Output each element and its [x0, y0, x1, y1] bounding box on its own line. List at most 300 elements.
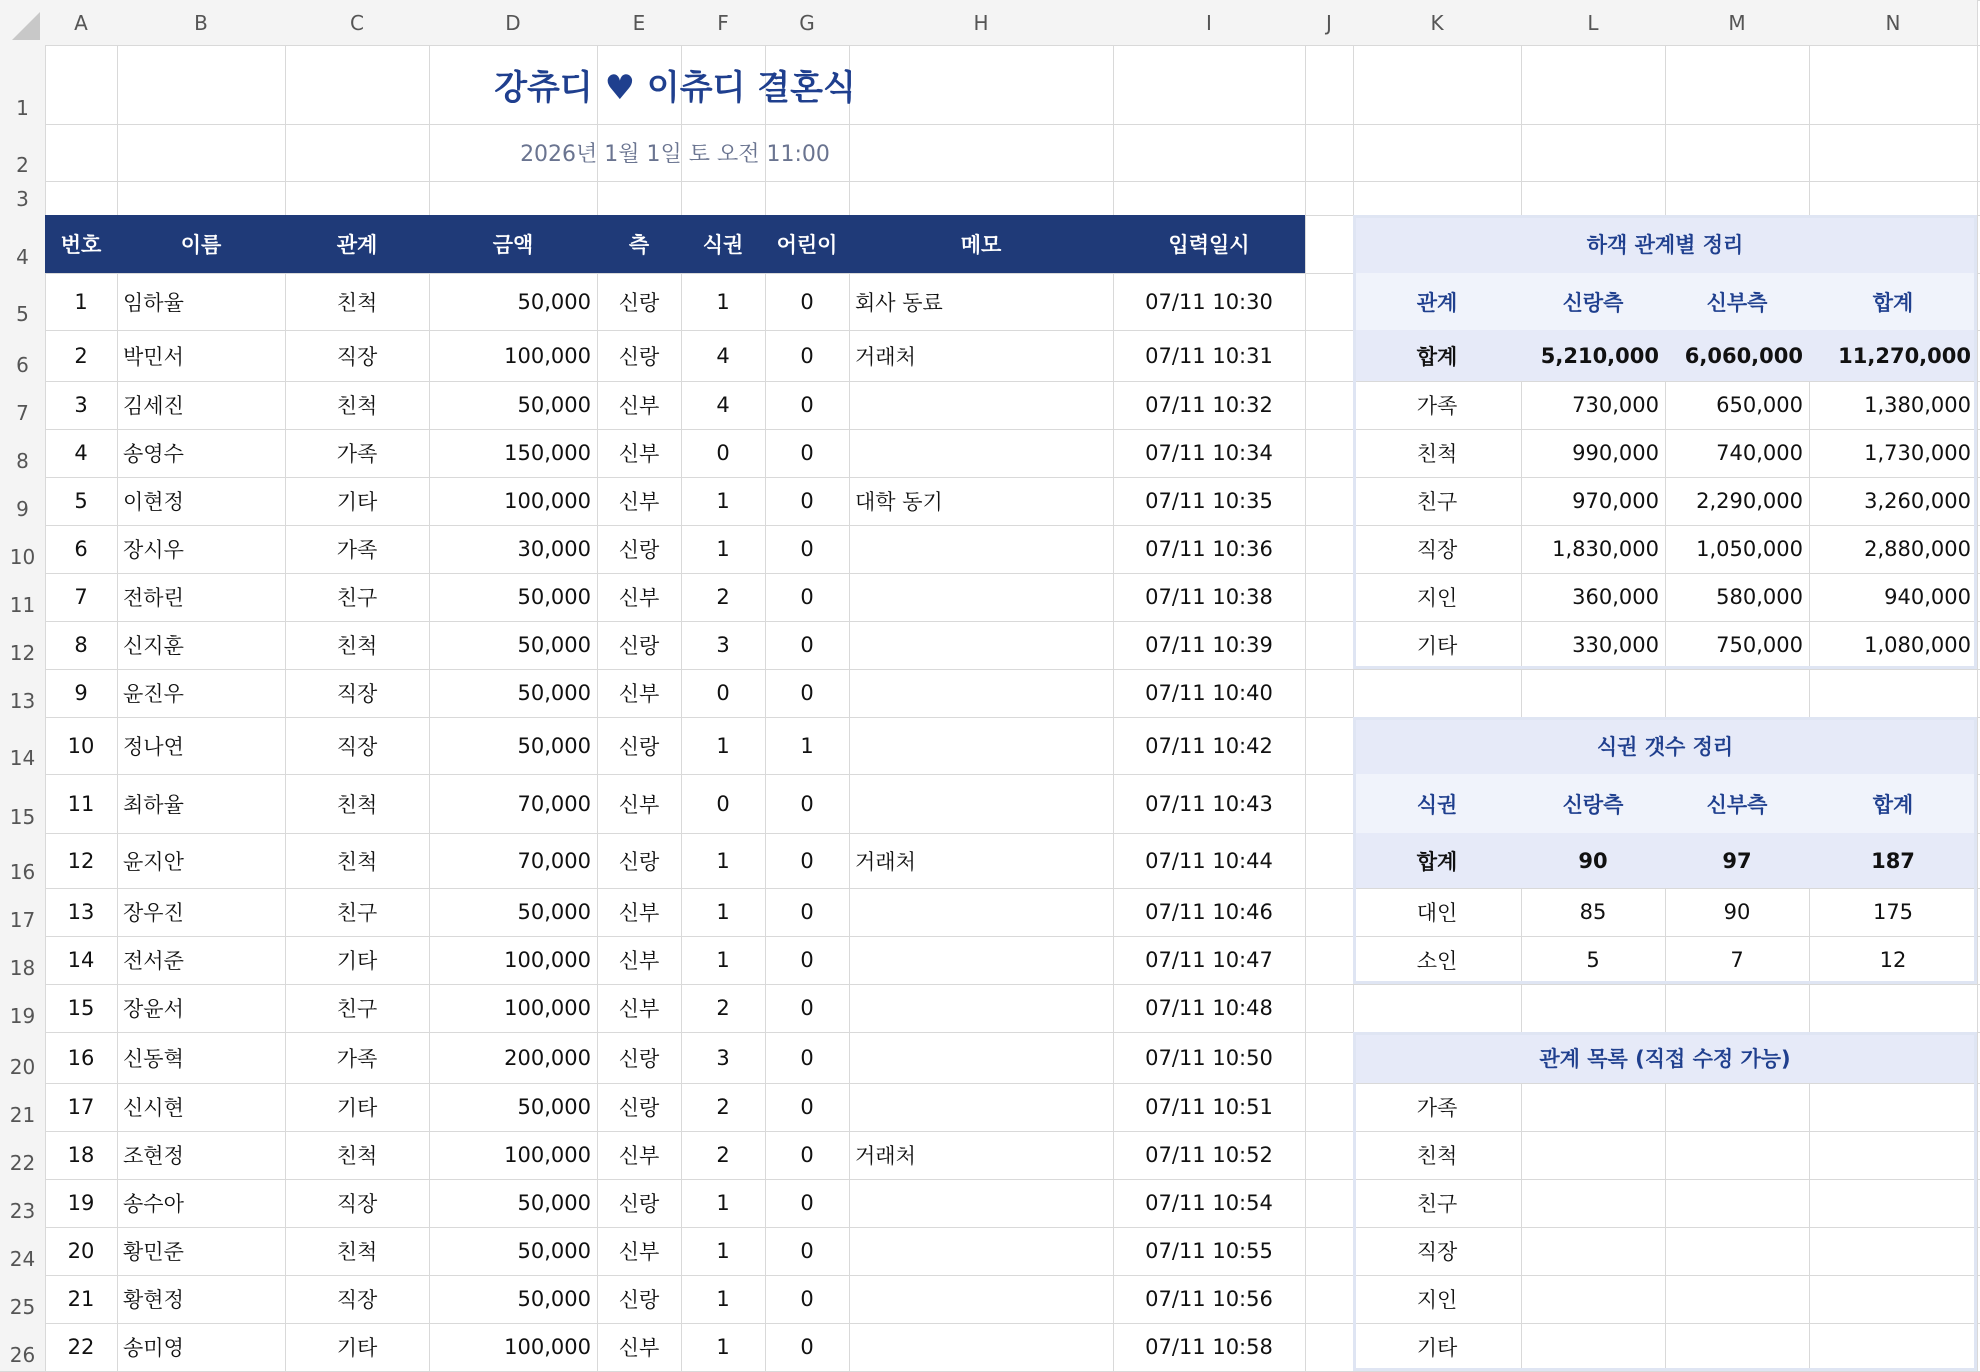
guest-table-cell[interactable] [849, 1323, 1113, 1371]
relation-list-item[interactable]: 지인 [1416, 1288, 1458, 1312]
guest-table-cell[interactable]: 신랑 [618, 1096, 660, 1120]
guest-table-cell[interactable] [849, 621, 1113, 669]
relation-summary-total[interactable]: 11,270,000 [1809, 330, 1977, 381]
relation-summary-cell[interactable]: 360,000 [1572, 585, 1659, 609]
row-header-20[interactable]: 20 [0, 1032, 45, 1083]
guest-table-cell[interactable]: 0 [800, 1045, 814, 1070]
guest-table-cell[interactable]: 100,000 [504, 489, 591, 513]
guest-table-cell[interactable]: 1 [716, 1191, 730, 1215]
relation-summary-total[interactable]: 6,060,000 [1665, 330, 1809, 381]
guest-table-cell[interactable]: 12 [67, 848, 95, 873]
guest-table-cell[interactable]: 50,000 [517, 681, 591, 705]
guest-table-cell[interactable]: 윤지안 [123, 849, 184, 874]
guest-table-cell[interactable] [849, 1275, 1113, 1323]
guest-table-cell[interactable]: 송영수 [123, 442, 184, 466]
guest-table-cell[interactable]: 신랑 [618, 634, 660, 658]
ticket-summary-header[interactable]: 신부측 [1665, 774, 1809, 833]
relation-summary-cell[interactable]: 970,000 [1572, 489, 1659, 513]
relation-summary-total[interactable]: 5,210,000 [1521, 330, 1665, 381]
guest-table-cell[interactable] [849, 1227, 1113, 1275]
guest-table-cell[interactable]: 신부 [618, 1240, 660, 1264]
relation-summary-cell[interactable]: 740,000 [1716, 441, 1803, 465]
column-header-E[interactable]: E [597, 0, 681, 45]
guest-table-cell[interactable]: 0 [800, 791, 814, 816]
guest-table-cell[interactable]: 2 [716, 1143, 730, 1167]
guest-table-cell[interactable]: 신부 [618, 949, 660, 973]
guest-table-cell[interactable]: 14 [67, 948, 95, 972]
sheet-title[interactable]: 강츄디 ♥ 이츄디 결혼식 [494, 68, 856, 108]
guest-table-cell[interactable]: 조현정 [123, 1144, 184, 1168]
guest-table-cell[interactable]: 9 [74, 681, 88, 705]
relation-summary-cell[interactable]: 730,000 [1572, 393, 1659, 417]
guest-table-cell[interactable]: 22 [67, 1335, 95, 1359]
guest-table-cell[interactable]: 친척 [336, 290, 378, 315]
guest-table-cell[interactable]: 7 [74, 585, 88, 609]
guest-table-cell[interactable]: 6 [74, 537, 88, 561]
row-header-19[interactable]: 19 [0, 984, 45, 1032]
relation-summary-cell[interactable]: 1,830,000 [1552, 537, 1659, 561]
guest-table-cell[interactable]: 1 [716, 1239, 730, 1263]
column-header-B[interactable]: B [117, 0, 285, 45]
row-header-4[interactable]: 4 [0, 215, 45, 273]
row-header-22[interactable]: 22 [0, 1131, 45, 1179]
relation-summary-cell[interactable]: 580,000 [1716, 585, 1803, 609]
guest-table-cell[interactable]: 0 [800, 489, 814, 513]
relation-summary-cell[interactable]: 1,380,000 [1864, 393, 1971, 417]
guest-table-cell[interactable]: 07/11 10:48 [1145, 996, 1273, 1020]
guest-table-cell[interactable]: 0 [800, 848, 814, 873]
guest-table-cell[interactable]: 신랑 [618, 344, 660, 369]
guest-table-cell[interactable]: 07/11 10:54 [1145, 1191, 1273, 1215]
guest-table-cell[interactable]: 0 [800, 900, 814, 924]
guest-table-cell[interactable]: 0 [800, 343, 814, 368]
guest-table-cell[interactable]: 0 [716, 441, 730, 465]
guest-table-cell[interactable]: 신부 [618, 586, 660, 610]
guest-table-cell[interactable]: 송미영 [123, 1336, 184, 1360]
guest-table-cell[interactable]: 2 [716, 585, 730, 609]
guest-table-cell[interactable]: 1 [800, 733, 814, 758]
guest-table-cell[interactable]: 0 [800, 1335, 814, 1359]
guest-table-cell[interactable]: 100,000 [504, 343, 591, 368]
guest-table-cell[interactable]: 친척 [336, 792, 378, 817]
guest-table-cell[interactable]: 07/11 10:31 [1145, 343, 1273, 368]
guest-table-cell[interactable] [849, 1032, 1113, 1083]
row-header-6[interactable]: 6 [0, 330, 45, 381]
guest-table-cell[interactable]: 07/11 10:38 [1145, 585, 1273, 609]
guest-table-cell[interactable]: 1 [716, 1287, 730, 1311]
row-header-16[interactable]: 16 [0, 833, 45, 888]
guest-table-cell[interactable]: 19 [67, 1191, 95, 1215]
guest-table-cell[interactable]: 직장 [336, 682, 378, 706]
guest-table-cell[interactable]: 친척 [336, 1144, 378, 1168]
guest-table-cell[interactable]: 가족 [336, 442, 378, 466]
guest-table-cell[interactable]: 100,000 [504, 996, 591, 1020]
guest-table-cell[interactable]: 2 [716, 996, 730, 1020]
guest-table-cell[interactable]: 50,000 [517, 393, 591, 417]
column-header-F[interactable]: F [681, 0, 765, 45]
ticket-summary-cell[interactable]: 소인 [1416, 949, 1458, 973]
guest-table-cell[interactable]: 직장 [336, 734, 378, 759]
guest-table-cell[interactable]: 13 [67, 900, 95, 924]
select-all-corner[interactable] [0, 0, 45, 45]
guest-table-cell[interactable]: 07/11 10:58 [1145, 1335, 1273, 1359]
guest-table-cell[interactable]: 50,000 [517, 1239, 591, 1263]
guest-table-cell[interactable]: 친구 [336, 997, 378, 1021]
guest-table-cell[interactable]: 18 [67, 1143, 95, 1167]
guest-table-header[interactable]: 관계 [285, 215, 429, 273]
guest-table-cell[interactable]: 0 [800, 585, 814, 609]
guest-table-cell[interactable]: 30,000 [517, 537, 591, 561]
relation-list-item[interactable]: 가족 [1416, 1096, 1458, 1120]
guest-table-cell[interactable]: 0 [716, 681, 730, 705]
guest-table-cell[interactable]: 신부 [618, 394, 660, 418]
relation-list-title[interactable]: 관계 목록 (직접 수정 가능) [1353, 1032, 1977, 1083]
ticket-summary-cell[interactable]: 85 [1579, 900, 1607, 924]
column-header-G[interactable]: G [765, 0, 849, 45]
ticket-summary-cell[interactable]: 7 [1730, 948, 1744, 972]
ticket-summary-cell[interactable]: 12 [1879, 948, 1907, 972]
guest-table-cell[interactable]: 0 [800, 681, 814, 705]
relation-summary-cell[interactable]: 330,000 [1572, 633, 1659, 657]
guest-table-cell[interactable]: 50,000 [517, 1191, 591, 1215]
guest-table-cell[interactable]: 정나연 [123, 734, 184, 759]
guest-table-cell[interactable]: 15 [67, 996, 95, 1020]
guest-table-cell[interactable]: 07/11 10:56 [1145, 1287, 1273, 1311]
guest-table-cell[interactable]: 신랑 [618, 849, 660, 874]
guest-table-cell[interactable]: 07/11 10:42 [1145, 733, 1273, 758]
ticket-summary-total[interactable]: 97 [1665, 833, 1809, 888]
relation-summary-cell[interactable]: 직장 [1416, 538, 1458, 562]
guest-table-cell[interactable]: 황민준 [123, 1240, 184, 1264]
guest-table-cell[interactable]: 1 [716, 948, 730, 972]
guest-table-cell[interactable]: 0 [716, 791, 730, 816]
guest-table-header[interactable]: 어린이 [765, 215, 849, 273]
guest-table-cell[interactable]: 1 [716, 848, 730, 873]
guest-table-cell[interactable]: 07/11 10:30 [1145, 289, 1273, 314]
column-header-M[interactable]: M [1665, 0, 1809, 45]
relation-summary-cell[interactable]: 2,290,000 [1696, 489, 1803, 513]
guest-table-cell[interactable]: 거래처 [855, 344, 916, 369]
guest-table-cell[interactable]: 100,000 [504, 1335, 591, 1359]
guest-table-cell[interactable]: 1 [716, 1335, 730, 1359]
guest-table-cell[interactable]: 3 [74, 393, 88, 417]
guest-table-cell[interactable]: 07/11 10:46 [1145, 900, 1273, 924]
guest-table-cell[interactable]: 50,000 [517, 1287, 591, 1311]
guest-table-cell[interactable]: 07/11 10:52 [1145, 1143, 1273, 1167]
guest-table-cell[interactable] [849, 1083, 1113, 1131]
guest-table-cell[interactable]: 07/11 10:35 [1145, 489, 1273, 513]
guest-table-cell[interactable]: 신부 [618, 490, 660, 514]
guest-table-cell[interactable]: 신랑 [618, 1046, 660, 1071]
guest-table-cell[interactable]: 최하율 [123, 792, 184, 817]
guest-table-cell[interactable]: 07/11 10:55 [1145, 1239, 1273, 1263]
guest-table-cell[interactable]: 김세진 [123, 394, 184, 418]
guest-table-cell[interactable]: 직장 [336, 1192, 378, 1216]
guest-table-cell[interactable] [849, 936, 1113, 984]
guest-table-cell[interactable]: 2 [716, 1095, 730, 1119]
column-header-C[interactable]: C [285, 0, 429, 45]
relation-summary-title[interactable]: 하객 관계별 정리 [1353, 215, 1977, 273]
row-header-3[interactable]: 3 [0, 181, 45, 215]
guest-table-cell[interactable]: 장시우 [123, 538, 184, 562]
guest-table-header[interactable]: 입력일시 [1113, 215, 1305, 273]
guest-table-cell[interactable]: 20 [67, 1239, 95, 1263]
ticket-summary-header[interactable]: 신랑측 [1521, 774, 1665, 833]
guest-table-cell[interactable]: 8 [74, 633, 88, 657]
row-header-23[interactable]: 23 [0, 1179, 45, 1227]
guest-table-cell[interactable]: 친구 [336, 901, 378, 925]
guest-table-cell[interactable]: 0 [800, 1143, 814, 1167]
guest-table-cell[interactable]: 가족 [336, 1046, 378, 1071]
guest-table-cell[interactable]: 21 [67, 1287, 95, 1311]
guest-table-cell[interactable]: 친척 [336, 394, 378, 418]
column-header-N[interactable]: N [1809, 0, 1977, 45]
guest-table-cell[interactable]: 장윤서 [123, 997, 184, 1021]
guest-table-cell[interactable]: 07/11 10:32 [1145, 393, 1273, 417]
ticket-summary-cell[interactable]: 5 [1586, 948, 1600, 972]
guest-table-cell[interactable]: 0 [800, 996, 814, 1020]
guest-table-cell[interactable]: 신랑 [618, 538, 660, 562]
relation-summary-cell[interactable]: 990,000 [1572, 441, 1659, 465]
ticket-summary-header[interactable]: 합계 [1809, 774, 1977, 833]
row-header-5[interactable]: 5 [0, 273, 45, 330]
guest-table-cell[interactable]: 기타 [336, 490, 378, 514]
row-header-24[interactable]: 24 [0, 1227, 45, 1275]
guest-table-cell[interactable]: 직장 [336, 344, 378, 369]
column-header-J[interactable]: J [1305, 0, 1353, 45]
guest-table-cell[interactable]: 친척 [336, 634, 378, 658]
guest-table-cell[interactable]: 직장 [336, 1288, 378, 1312]
guest-table-cell[interactable]: 50,000 [517, 1095, 591, 1119]
column-header-D[interactable]: D [429, 0, 597, 45]
relation-summary-cell[interactable]: 750,000 [1716, 633, 1803, 657]
ticket-summary-cell[interactable]: 90 [1723, 900, 1751, 924]
relation-summary-cell[interactable]: 지인 [1416, 586, 1458, 610]
relation-summary-cell[interactable]: 3,260,000 [1864, 489, 1971, 513]
relation-summary-cell[interactable]: 2,880,000 [1864, 537, 1971, 561]
guest-table-cell[interactable]: 기타 [336, 1096, 378, 1120]
guest-table-cell[interactable]: 기타 [336, 1336, 378, 1360]
ticket-summary-title[interactable]: 식권 갯수 정리 [1353, 717, 1977, 774]
guest-table-cell[interactable]: 4 [716, 393, 730, 417]
relation-list-item[interactable]: 친척 [1416, 1144, 1458, 1168]
row-header-1[interactable]: 1 [0, 45, 45, 124]
guest-table-cell[interactable] [849, 888, 1113, 936]
relation-list-item[interactable]: 직장 [1416, 1240, 1458, 1264]
guest-table-cell[interactable]: 0 [800, 1095, 814, 1119]
guest-table-cell[interactable]: 0 [800, 948, 814, 972]
relation-summary-cell[interactable]: 친척 [1416, 442, 1458, 466]
guest-table-cell[interactable]: 70,000 [517, 848, 591, 873]
relation-summary-cell[interactable]: 1,730,000 [1864, 441, 1971, 465]
guest-table-cell[interactable]: 신부 [618, 442, 660, 466]
guest-table-cell[interactable]: 신랑 [618, 1288, 660, 1312]
guest-table-cell[interactable]: 16 [67, 1045, 95, 1070]
relation-summary-header[interactable]: 관계 [1353, 273, 1521, 330]
guest-table-cell[interactable] [849, 573, 1113, 621]
guest-table-cell[interactable] [849, 381, 1113, 429]
guest-table-cell[interactable]: 0 [800, 393, 814, 417]
guest-table-cell[interactable]: 0 [800, 289, 814, 314]
guest-table-cell[interactable]: 신동혁 [123, 1046, 184, 1071]
guest-table-cell[interactable]: 4 [716, 343, 730, 368]
guest-table-cell[interactable]: 0 [800, 1287, 814, 1311]
guest-table-cell[interactable]: 1 [716, 900, 730, 924]
relation-summary-header[interactable]: 신랑측 [1521, 273, 1665, 330]
guest-table-cell[interactable]: 친척 [336, 1240, 378, 1264]
row-header-7[interactable]: 7 [0, 381, 45, 429]
guest-table-cell[interactable]: 윤진우 [123, 682, 184, 706]
relation-list-item[interactable]: 기타 [1416, 1336, 1458, 1360]
guest-table-cell[interactable]: 신부 [618, 901, 660, 925]
row-header-26[interactable]: 26 [0, 1323, 45, 1371]
guest-table-cell[interactable]: 100,000 [504, 948, 591, 972]
column-header-I[interactable]: I [1113, 0, 1305, 45]
guest-table-cell[interactable]: 거래처 [855, 1144, 916, 1168]
guest-table-cell[interactable]: 전하린 [123, 586, 184, 610]
guest-table-cell[interactable]: 07/11 10:51 [1145, 1095, 1273, 1119]
relation-list-item[interactable]: 친구 [1416, 1192, 1458, 1216]
guest-table-cell[interactable]: 신부 [618, 1336, 660, 1360]
relation-summary-cell[interactable]: 친구 [1416, 490, 1458, 514]
guest-table-cell[interactable]: 50,000 [517, 633, 591, 657]
guest-table-cell[interactable]: 3 [716, 1045, 730, 1070]
guest-table-cell[interactable]: 신랑 [618, 1192, 660, 1216]
guest-table-cell[interactable] [849, 717, 1113, 774]
guest-table-cell[interactable]: 박민서 [123, 344, 184, 369]
guest-table-cell[interactable]: 1 [716, 537, 730, 561]
guest-table-cell[interactable]: 친구 [336, 586, 378, 610]
guest-table-cell[interactable] [849, 774, 1113, 833]
guest-table-cell[interactable]: 송수아 [123, 1192, 184, 1216]
guest-table-cell[interactable]: 11 [67, 791, 95, 816]
guest-table-cell[interactable]: 07/11 10:47 [1145, 948, 1273, 972]
guest-table-header[interactable]: 식권 [681, 215, 765, 273]
row-header-17[interactable]: 17 [0, 888, 45, 936]
guest-table-cell[interactable]: 기타 [336, 949, 378, 973]
guest-table-cell[interactable]: 07/11 10:44 [1145, 848, 1273, 873]
guest-table-cell[interactable]: 친척 [336, 849, 378, 874]
guest-table-cell[interactable]: 100,000 [504, 1143, 591, 1167]
guest-table-cell[interactable] [849, 525, 1113, 573]
guest-table-cell[interactable]: 07/11 10:50 [1145, 1045, 1273, 1070]
row-header-9[interactable]: 9 [0, 477, 45, 525]
guest-table-cell[interactable]: 1 [716, 289, 730, 314]
guest-table-cell[interactable]: 신부 [618, 997, 660, 1021]
guest-table-cell[interactable]: 신부 [618, 792, 660, 817]
guest-table-cell[interactable]: 1 [74, 289, 88, 314]
column-header-H[interactable]: H [849, 0, 1113, 45]
column-header-L[interactable]: L [1521, 0, 1665, 45]
sheet-subtitle[interactable]: 2026년 1월 1일 토 오전 11:00 [520, 142, 830, 167]
guest-table-cell[interactable]: 2 [74, 343, 88, 368]
guest-table-header[interactable]: 이름 [117, 215, 285, 273]
relation-summary-cell[interactable]: 가족 [1416, 394, 1458, 418]
guest-table-cell[interactable]: 거래처 [855, 849, 916, 874]
guest-table-cell[interactable]: 0 [800, 441, 814, 465]
guest-table-cell[interactable]: 장우진 [123, 901, 184, 925]
relation-summary-cell[interactable]: 기타 [1416, 634, 1458, 658]
guest-table-cell[interactable]: 0 [800, 1191, 814, 1215]
guest-table-cell[interactable]: 200,000 [504, 1045, 591, 1070]
guest-table-cell[interactable]: 가족 [336, 538, 378, 562]
guest-table-cell[interactable]: 3 [716, 633, 730, 657]
guest-table-cell[interactable]: 황현정 [123, 1288, 184, 1312]
row-header-18[interactable]: 18 [0, 936, 45, 984]
row-header-14[interactable]: 14 [0, 717, 45, 774]
guest-table-cell[interactable]: 4 [74, 441, 88, 465]
row-header-2[interactable]: 2 [0, 124, 45, 181]
guest-table-cell[interactable]: 07/11 10:34 [1145, 441, 1273, 465]
relation-summary-total[interactable]: 합계 [1353, 330, 1521, 381]
relation-summary-header[interactable]: 신부측 [1665, 273, 1809, 330]
row-header-8[interactable]: 8 [0, 429, 45, 477]
row-header-13[interactable]: 13 [0, 669, 45, 717]
guest-table-cell[interactable] [849, 669, 1113, 717]
relation-summary-cell[interactable]: 1,050,000 [1696, 537, 1803, 561]
guest-table-cell[interactable]: 17 [67, 1095, 95, 1119]
guest-table-cell[interactable]: 50,000 [517, 900, 591, 924]
guest-table-cell[interactable] [849, 984, 1113, 1032]
guest-table-cell[interactable]: 50,000 [517, 289, 591, 314]
column-header-A[interactable]: A [45, 0, 117, 45]
relation-summary-cell[interactable]: 650,000 [1716, 393, 1803, 417]
guest-table-cell[interactable]: 0 [800, 633, 814, 657]
ticket-summary-cell[interactable]: 175 [1872, 900, 1914, 924]
ticket-summary-cell[interactable]: 대인 [1416, 901, 1458, 925]
guest-table-header[interactable]: 번호 [45, 215, 117, 273]
row-header-25[interactable]: 25 [0, 1275, 45, 1323]
guest-table-cell[interactable]: 5 [74, 489, 88, 513]
guest-table-cell[interactable]: 07/11 10:36 [1145, 537, 1273, 561]
ticket-summary-total[interactable]: 187 [1809, 833, 1977, 888]
row-header-12[interactable]: 12 [0, 621, 45, 669]
ticket-summary-header[interactable]: 식권 [1353, 774, 1521, 833]
guest-table-cell[interactable]: 0 [800, 537, 814, 561]
row-header-21[interactable]: 21 [0, 1083, 45, 1131]
relation-summary-cell[interactable]: 1,080,000 [1864, 633, 1971, 657]
guest-table-cell[interactable]: 신지훈 [123, 634, 184, 658]
relation-summary-cell[interactable]: 940,000 [1884, 585, 1971, 609]
guest-table-cell[interactable]: 50,000 [517, 585, 591, 609]
guest-table-cell[interactable]: 1 [716, 733, 730, 758]
guest-table-header[interactable]: 메모 [849, 215, 1113, 273]
guest-table-cell[interactable]: 150,000 [504, 441, 591, 465]
guest-table-cell[interactable]: 신부 [618, 682, 660, 706]
guest-table-cell[interactable]: 이현정 [123, 490, 184, 514]
ticket-summary-total[interactable]: 합계 [1353, 833, 1521, 888]
guest-table-cell[interactable]: 신시현 [123, 1096, 184, 1120]
guest-table-cell[interactable]: 10 [67, 733, 95, 758]
guest-table-cell[interactable]: 회사 동료 [855, 290, 943, 315]
guest-table-cell[interactable]: 07/11 10:43 [1145, 791, 1273, 816]
ticket-summary-total[interactable]: 90 [1521, 833, 1665, 888]
row-header-10[interactable]: 10 [0, 525, 45, 573]
guest-table-cell[interactable]: 대학 동기 [855, 490, 943, 514]
guest-table-cell[interactable]: 0 [800, 1239, 814, 1263]
guest-table-cell[interactable]: 신랑 [618, 290, 660, 315]
guest-table-cell[interactable]: 전서준 [123, 949, 184, 973]
relation-summary-header[interactable]: 합계 [1809, 273, 1977, 330]
guest-table-cell[interactable]: 07/11 10:40 [1145, 681, 1273, 705]
guest-table-cell[interactable]: 70,000 [517, 791, 591, 816]
guest-table-cell[interactable]: 1 [716, 489, 730, 513]
guest-table-header[interactable]: 금액 [429, 215, 597, 273]
guest-table-cell[interactable]: 50,000 [517, 733, 591, 758]
guest-table-cell[interactable]: 신랑 [618, 734, 660, 759]
row-header-11[interactable]: 11 [0, 573, 45, 621]
guest-table-cell[interactable]: 07/11 10:39 [1145, 633, 1273, 657]
